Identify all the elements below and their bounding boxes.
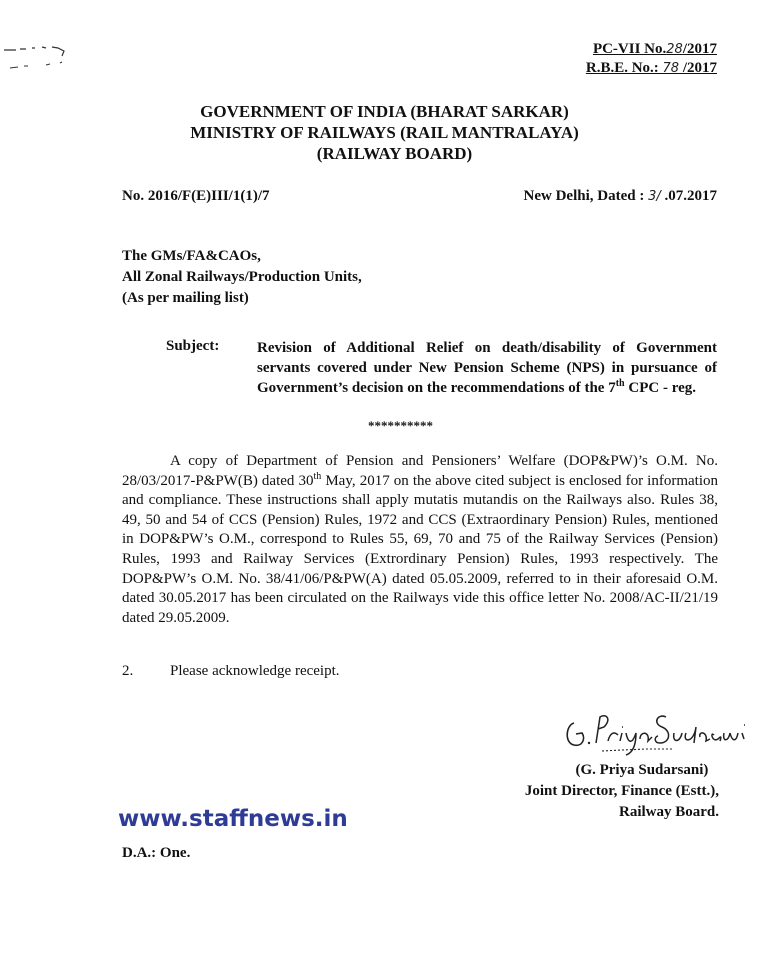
margin-scribble bbox=[2, 38, 72, 78]
addressee-line-1: The GMs/FA&CAOs, bbox=[122, 248, 261, 264]
body-paragraph-1: A copy of Department of Pension and Pensioners’ Welfare (DOP&PW)’s O.M. No. 28/03/2017-P&PW(B) dated 30th May, 2017 on the above cited subject is enclosed for information and compliance. These instructions shall apply mutatis mutandis on the Railways also. Rules 38, 49, 50 and 54 of CCS (Pension) Rules, 1972 and CCS (Extraordinary Pension) Rules, mentioned in DOP&PW’s O.M., correspond to Rules 55, 69, 70 and 75 of the Railway Services (Pension) Rules, 1993 and Railway Services (Extrordinary Pension) Rules, 1993 respectively. The DOP&PW’s O.M. No. 38/41/06/P&PW(A) dated 05.05.2009, referred to in their aforesaid O.M. dated 30.05.2017 has been circulated on the Railways vide this office letter No. 2008/AC-II/21/19 dated 29.05.2009. bbox=[122, 453, 718, 626]
heading-board: (RAILWAY BOARD) bbox=[316, 144, 473, 163]
subject-label: Subject: bbox=[166, 338, 220, 354]
letter-date: New Delhi, Dated : 3/ .07.2017 bbox=[523, 188, 717, 204]
signatory-office: Railway Board. bbox=[618, 804, 719, 820]
addressee-line-3: (As per mailing list) bbox=[122, 290, 249, 306]
heading-government: GOVERNMENT OF INDIA (BHARAT SARKAR) bbox=[200, 102, 569, 121]
subject-separator-stars: ********** bbox=[368, 418, 433, 433]
signatory-designation: Joint Director, Finance (Estt.), bbox=[524, 783, 719, 799]
addressee-block bbox=[122, 246, 362, 309]
document-heading bbox=[0, 101, 769, 164]
pc-vii-handwritten-number: 28 bbox=[666, 42, 683, 57]
signatory-block bbox=[525, 760, 719, 823]
signatory-name: (G. Priya Sudarsani) bbox=[575, 762, 709, 778]
enclosure-note: D.A.: One. bbox=[122, 845, 191, 861]
pc-vii-number: PC-VII No.28/2017 bbox=[592, 41, 717, 57]
site-watermark: www.staffnews.in bbox=[118, 806, 348, 832]
handwritten-signature bbox=[562, 703, 752, 759]
rbe-handwritten-number: 78 bbox=[662, 61, 680, 76]
paragraph-2-number: 2. bbox=[122, 663, 134, 679]
date-handwritten-day: 3/ bbox=[648, 189, 661, 204]
reference-block bbox=[586, 40, 717, 78]
rbe-number: R.B.E. No.: 78 /2017 bbox=[585, 60, 717, 76]
paragraph-2-text: Please acknowledge receipt. bbox=[170, 663, 340, 679]
addressee-line-2: All Zonal Railways/Production Units, bbox=[122, 269, 362, 285]
letter-number: No. 2016/F(E)III/1(1)/7 bbox=[122, 188, 270, 204]
heading-ministry: MINISTRY OF RAILWAYS (RAIL MANTRALAYA) bbox=[190, 123, 579, 142]
subject-text: Revision of Additional Relief on death/disability of Government servants covered under New Pension Scheme (NPS) in pursuance of Government’s decision on the recommendations of the 7th CPC - reg. bbox=[257, 340, 717, 396]
